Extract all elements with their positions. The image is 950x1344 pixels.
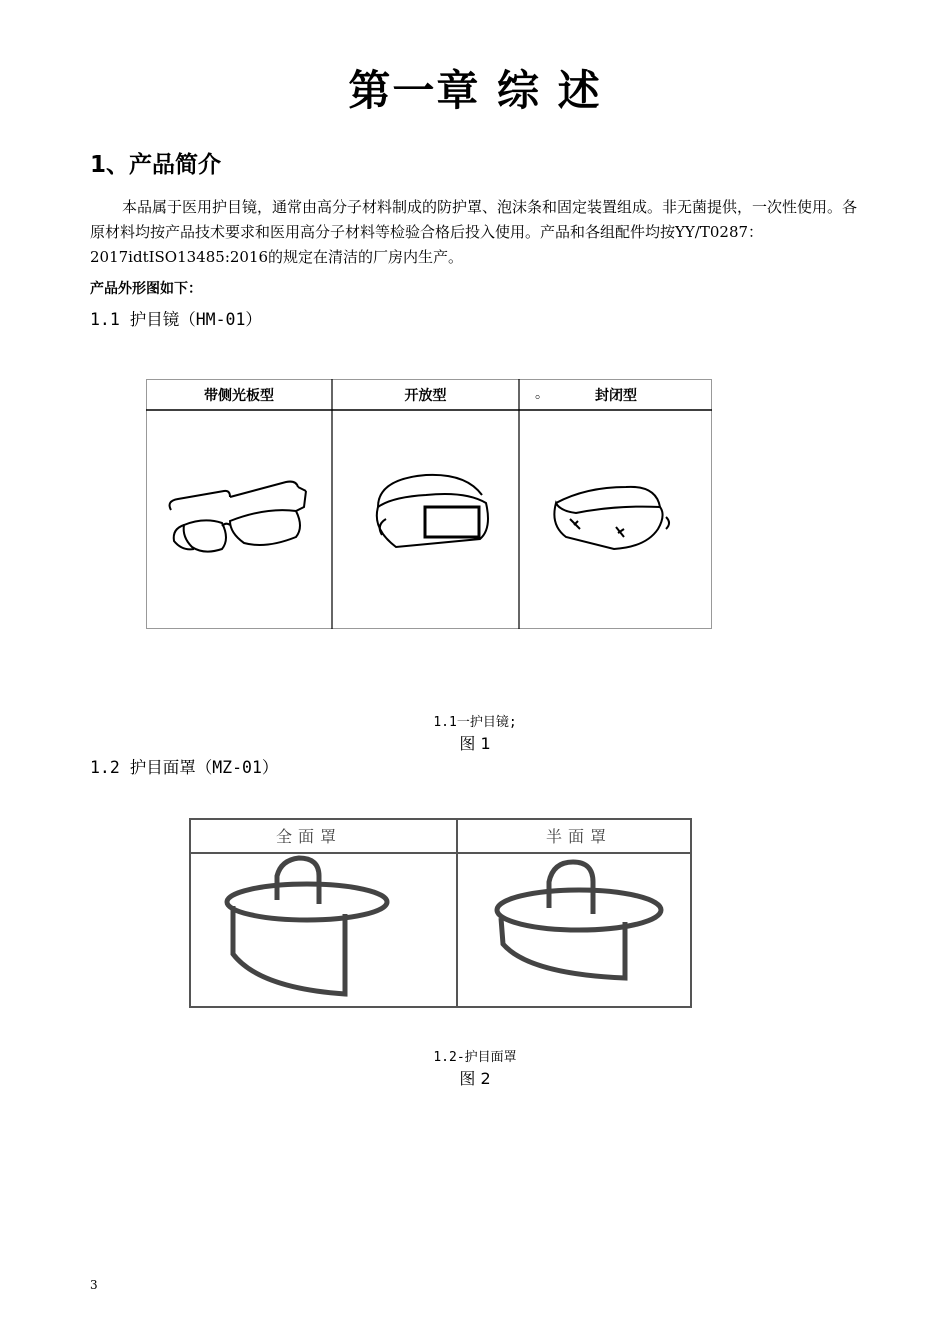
intro-paragraph: 本品属于医用护目镜，通常由高分子材料制成的防护罩、泡沫条和固定装置组成。非无菌提供，一次性使用。各原材料均按产品技术要求和医用高分子材料等检验合格后投入使用。产品和各组配件均按YY/T0287：2017idtISO13485:2016的规定在清洁的厂房内生产。 [90, 198, 858, 266]
goggles-column-closed: 封闭型 [595, 388, 637, 404]
face-shield-column-half: 半面罩 [545, 827, 612, 846]
section-heading: 1、产品简介 [90, 152, 222, 178]
figure1-label: 图 1 [459, 734, 491, 753]
figure2-label: 图 2 [459, 1069, 491, 1088]
figure1-caption: 1.1一护目镜; [433, 715, 517, 730]
goggles-column-open: 开放型 [404, 388, 447, 404]
face-shield-figure [189, 818, 692, 1008]
face-shield-column-full: 全面罩 [275, 827, 342, 846]
open-goggles-icon [377, 475, 488, 547]
goggles-heading: 1.1 护目镜（HM-01） [90, 310, 262, 329]
page-number: 3 [90, 1278, 98, 1292]
half-face-shield-icon [497, 862, 661, 978]
chapter-title: 第一章 综 述 [348, 66, 602, 115]
figure2-caption: 1.2-护目面罩 [433, 1050, 517, 1065]
goggles-column-stray-mark: 。 [535, 386, 549, 402]
side-shield-glasses-icon [170, 482, 306, 552]
full-face-shield-icon [227, 858, 387, 994]
shape-label: 产品外形图如下： [90, 281, 202, 297]
goggles-figure-frame [146, 379, 712, 629]
goggles-figure [146, 379, 712, 629]
goggles-column-side-shield: 带侧光板型 [204, 388, 274, 404]
closed-goggles-icon [554, 487, 669, 549]
face-shield-heading: 1.2 护目面罩（MZ-01） [90, 758, 279, 777]
